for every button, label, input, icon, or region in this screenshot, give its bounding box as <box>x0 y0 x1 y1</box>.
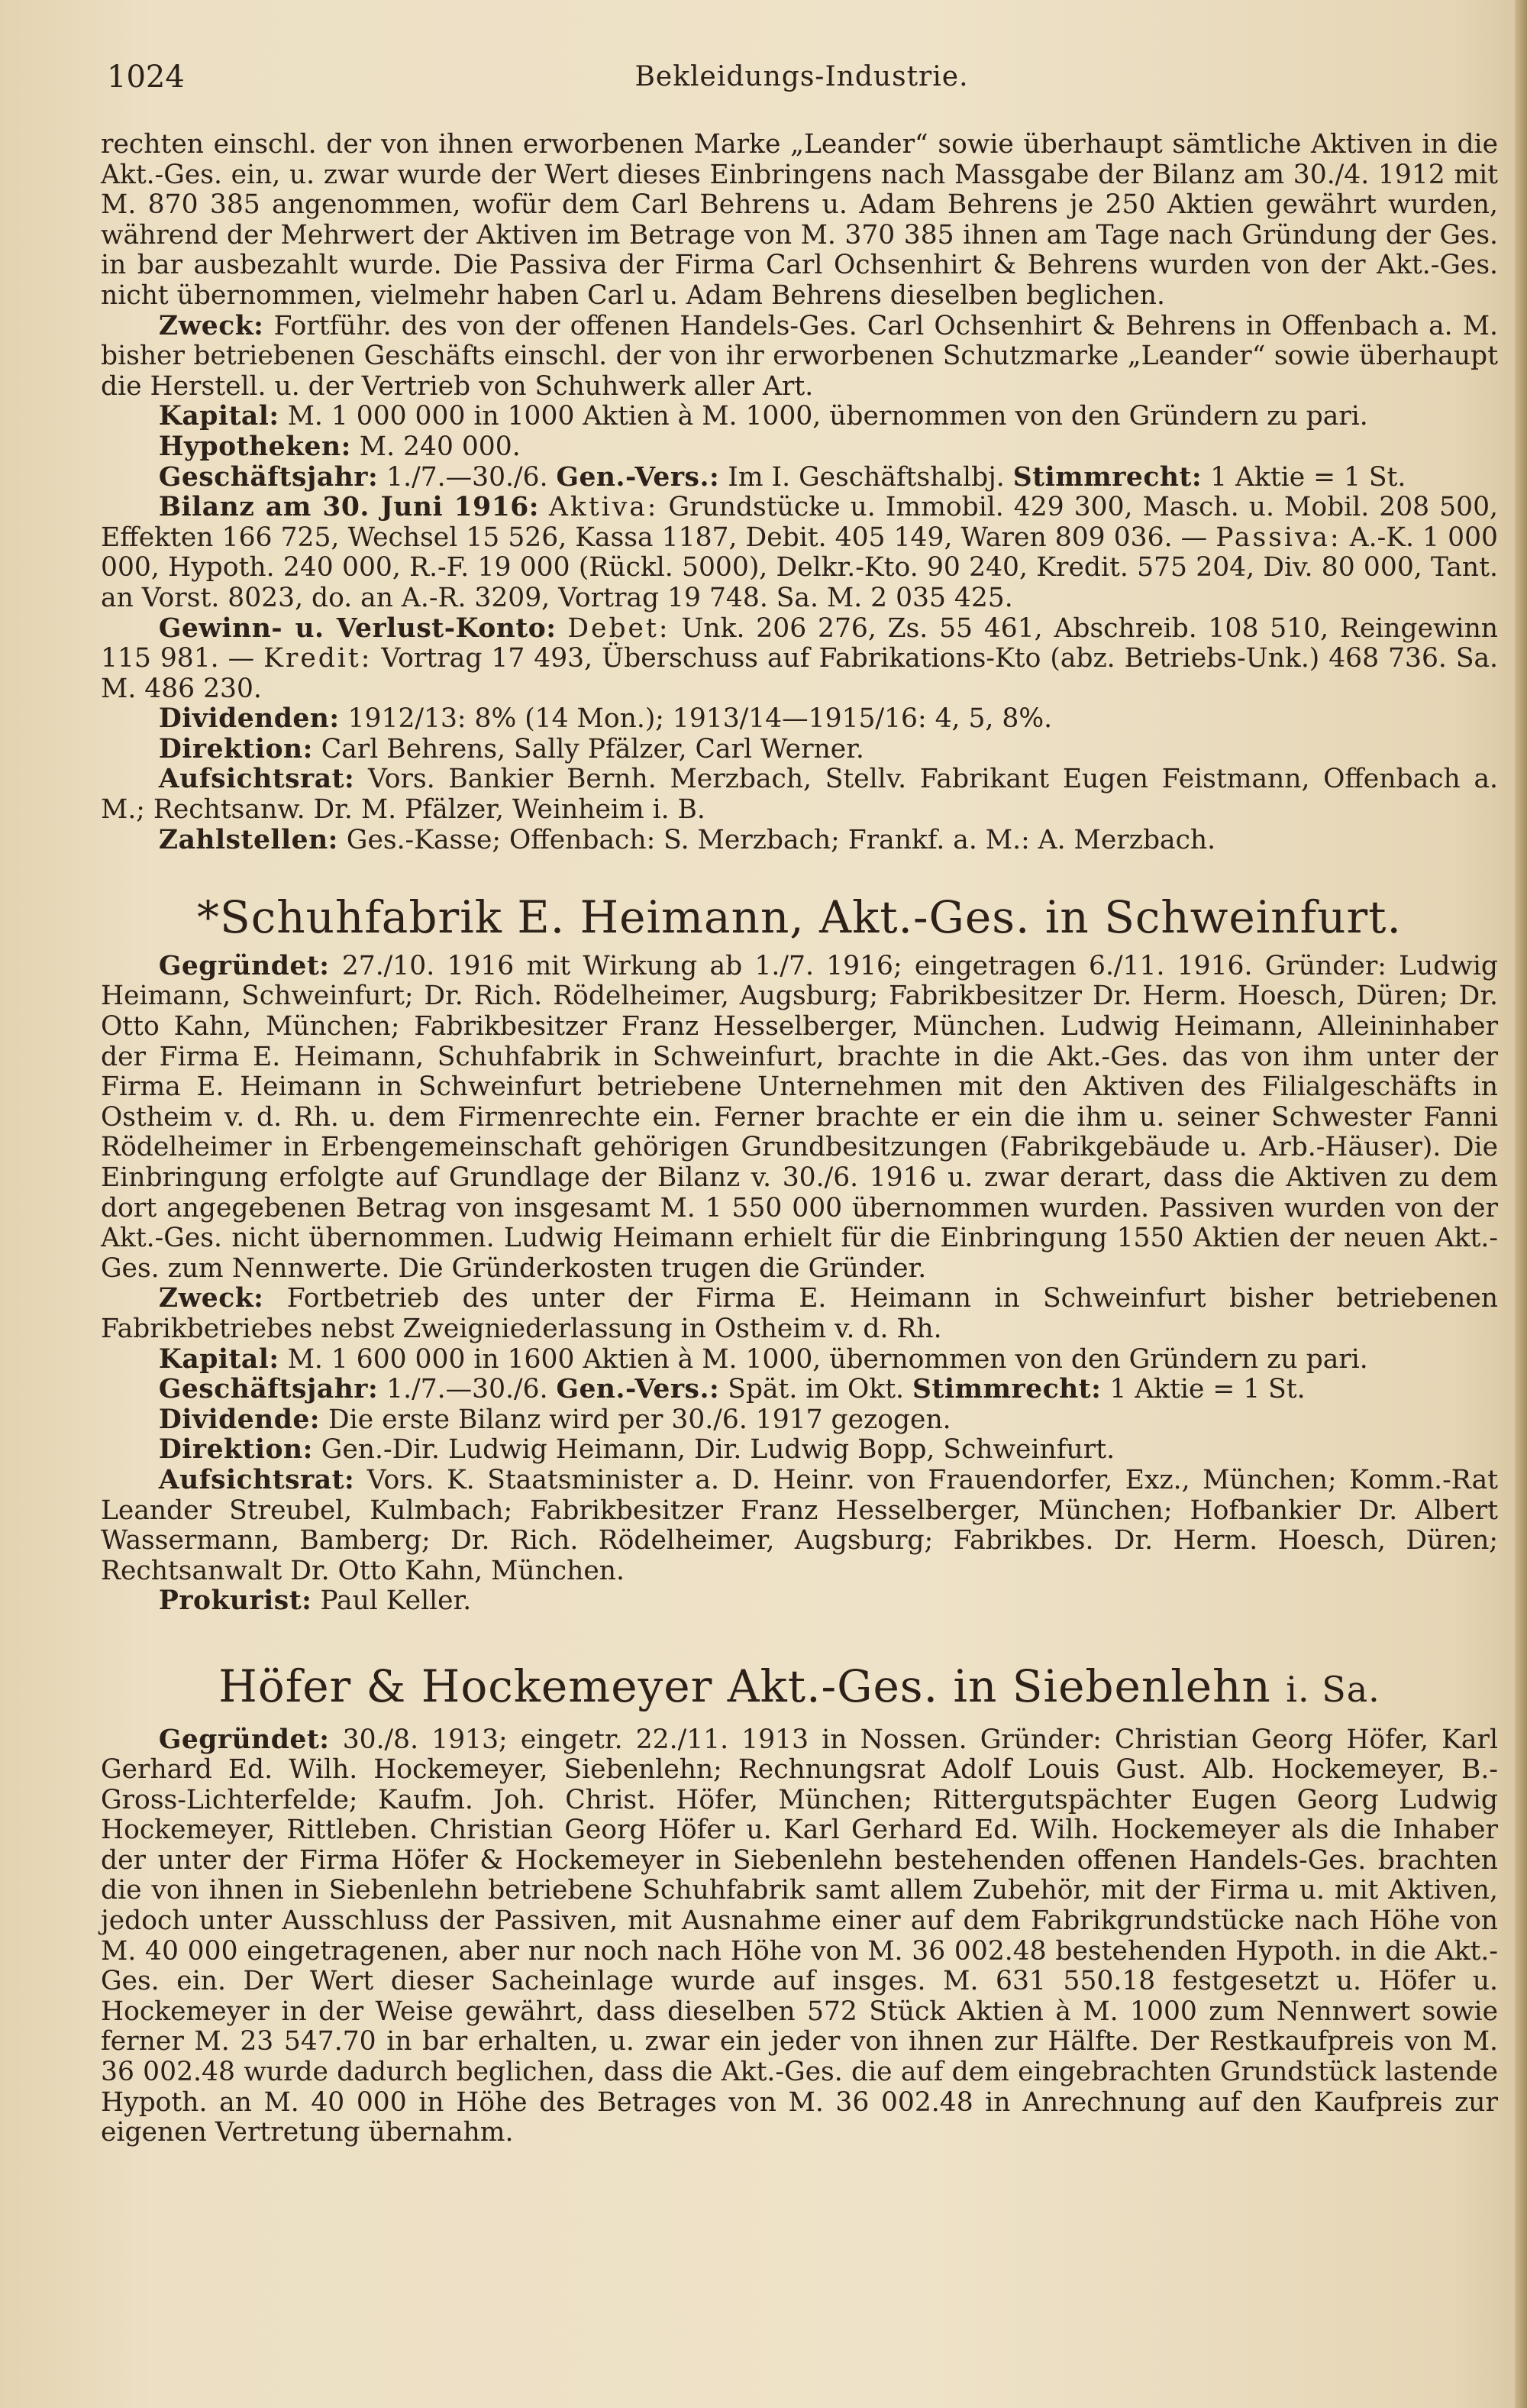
section-hoefer-hockemeyer <box>101 1660 1498 2148</box>
entry-label: Gen.-Vers.: <box>556 461 720 493</box>
entry-text: Fortführ. des von der offenen Handels-Ges. Carl Ochsenhirt & Behrens in Offenbach a. M. bisher betriebenen Geschäfts einschl. der von ihr erworbenen Schutzmarke „Leander“ sowie überhaupt die Herstell. u. der Vertrieb von Schuhwerk aller Art. <box>101 310 1499 402</box>
direktion-entry <box>101 735 1498 765</box>
prokurist-entry <box>101 1586 1498 1617</box>
page-content <box>101 130 1498 2148</box>
entry-text: 30./8. 1913; eingetr. 22./11. 1913 in Nossen. Gründer: Christian Georg Höfer, Karl Gerhard Ed. Wilh. Hockemeyer, Siebenlehn; Rechnungsrat Adolf Louis Gust. Alb. Hockemeyer, B.-Gross-Lichterfelde; Kaufm. Joh. Christ. Höfer, München; Rittergutspächter Eugen Georg Ludwig Hockemeyer, Rittleben. Christian Georg Höfer u. Karl Gerhard Ed. Wilh. Hockemeyer als die Inhaber der unter der Firma Höfer & Hockemeyer in Siebenlehn bestehenden offenen Handels-Ges. brachten die von ihnen in Siebenlehn betriebene Schuhfabrik samt allem Zubehör, mit der Firma u. mit Aktiven, jedoch unter Ausschluss der Passiven, mit Ausnahme einer auf dem Fabrikgrundstücke nach Höhe von M. 40 000 eingetragenen, aber nur noch nach Höhe von M. 36 002.48 bestehenden Hypoth. in die Akt.-Ges. ein. Der Wert dieser Sacheinlage wurde auf insges. M. 631 550.18 festgesetzt u. Höfer u. Hockemeyer in der Weise gewährt, dass dieselben 572 Stück Aktien à M. 1000 zum Nennwert sowie ferner M. 23 547.70 in bar erhalten, u. zwar ein jeder von ihnen zur Hälfte. Der Restkaufpreis von M. 36 002.48 wurde dadurch beglichen, dass die Akt.-Ges. die auf dem eingebrachten Grundstück lastende Hypoth. an M. 40 000 in Höhe des Betrages von M. 36 002.48 in Anrechnung auf den Kaufpreis zur eigenen Vertretung übernahm. <box>101 1724 1498 2148</box>
entry-label: Gegründet: <box>158 950 330 981</box>
entry-text: M. 1 600 000 in 1600 Aktien à M. 1000, übernommen von den Gründern zu pari. <box>287 1343 1368 1375</box>
entry-text: 27./10. 1916 mit Wirkung ab 1./7. 1916; eingetragen 6./11. 1916. Gründer: Ludwig Heimann, Schweinfurt; Dr. Rich. Rödelheimer, Augsburg; Fabrikbesitzer Dr. Herm. Hoesch, Düren; Dr. Otto Kahn, München; Fabrikbesitzer Franz Hesselberger, München. Ludwig Heimann, Alleininhaber der Firma E. Heimann, Schuhfabrik in Schweinfurt, brachte in die Akt.-Ges. das von ihm unter der Firma E. Heimann in Schweinfurt betriebene Unternehmen mit den Aktiven des Filialgeschäfts in Ostheim v. d. Rh. u. dem Firmenrechte ein. Ferner brachte er ein die ihm u. seiner Schwester Fanni Rödelheimer in Erbengemeinschaft gehörigen Grundbesitzungen (Fabrikgebäude u. Arb.-Häuser). Die Einbringung erfolgte auf Grundlage der Bilanz v. 30./6. 1916 u. zwar derart, dass die Aktiven zu dem dort angegebenen Betrag von insgesamt M. 1 550 000 übernommen wurden. Passiven wurden von der Akt.-Ges. nicht übernommen. Ludwig Heimann erhielt für die Einbringung 1550 Aktien der neuen Akt.-Ges. zum Nennwerte. Die Gründerkosten trugen die Gründer. <box>101 950 1498 1284</box>
entry-label: Zweck: <box>158 1283 264 1314</box>
entry-label: Gen.-Vers.: <box>556 1374 720 1405</box>
bilanz-aktiva: Grundstücke u. Immobil. 429 300, Masch. u. Mobil. 208 500, Effekten 166 725, Wechsel 15 526, Kassa 1187, Debit. 405 149, Waren 809 036. — <box>101 492 1498 553</box>
entry-label: Dividenden: <box>158 703 340 735</box>
entry-label: Bilanz am 30. Juni 1916: <box>158 492 539 523</box>
page-edge-shadow <box>1515 0 1527 2408</box>
entry-label: Zweck: <box>158 310 264 341</box>
entry-label: Gegründet: <box>158 1724 330 1755</box>
entry-text: 1./7.—30./6. <box>386 461 548 493</box>
aufsichtsrat-entry <box>101 1466 1498 1586</box>
entry-text: Vors. Bankier Bernh. Merzbach, Stellv. Fabrikant Eugen Feistmann, Offenbach a. M.; Rechtsanw. Dr. M. Pfälzer, Weinheim i. B. <box>101 764 1498 826</box>
kredit-label: Kredit: <box>263 643 373 674</box>
entry-label: Aufsichtsrat: <box>158 764 355 795</box>
entry-label: Aufsichtsrat: <box>158 1464 355 1495</box>
dividende-entry <box>101 1405 1498 1436</box>
entry-text: 1 Aktie = 1 St. <box>1109 1374 1306 1405</box>
entry-text: Carl Behrens, Sally Pfälzer, Carl Werner. <box>321 733 864 764</box>
entry-text: Paul Keller. <box>320 1585 472 1617</box>
entry-text: M. 1 000 000 in 1000 Aktien à M. 1000, übernommen von den Gründern zu pari. <box>287 401 1368 432</box>
entry-label: Geschäftsjahr: <box>158 1374 379 1405</box>
aktiva-label: Aktiva: <box>549 492 659 523</box>
entry-label: Geschäftsjahr: <box>158 461 379 493</box>
entry-label: Gewinn- u. Verlust-Konto: <box>158 613 557 644</box>
entry-label: Hypotheken: <box>158 431 351 462</box>
company-heading <box>101 1660 1498 1712</box>
running-title: Bekleidungs-Industrie. <box>634 61 969 92</box>
entry-text: Gen.-Dir. Ludwig Heimann, Dir. Ludwig Bopp, Schweinfurt. <box>321 1434 1115 1466</box>
kapital-entry <box>101 402 1498 432</box>
kapital-entry <box>101 1345 1498 1375</box>
heading-main: Höfer & Hockemeyer Akt.-Ges. in Siebenlehn <box>218 1660 1271 1712</box>
bilanz-entry <box>101 493 1498 613</box>
gegruendet-entry <box>101 952 1498 1285</box>
entry-text: 1912/13: 8% (14 Mon.); 1913/14—1915/16: 4, 5, 8%. <box>347 703 1053 735</box>
guv-entry <box>101 614 1498 705</box>
entry-label: Direktion: <box>158 733 313 764</box>
entry-text: Fortbetrieb des unter der Firma E. Heimann in Schweinfurt bisher betriebenen Fabrikbetriebes nebst Zweigniederlassung in Ostheim v. d. Rh. <box>101 1283 1498 1344</box>
zweck-entry <box>101 1284 1498 1344</box>
bilanz-passiva: A.-K. 1 000 000, Hypoth. 240 000, R.-F. 19 000 (Rückl. 5000), Delkr.-Kto. 90 240, Kredit. 575 204, Div. 80 000, Tant. an Vorst. 8023, do. an A.-R. 3209, Vortrag 19 748. Sa. M. 2 035 425. <box>101 522 1499 613</box>
entry-text: 1 Aktie = 1 St. <box>1210 461 1406 493</box>
founding-details-continued: rechten einschl. der von ihnen erworbenen Marke „Leander“ sowie überhaupt sämtliche Aktiven in die Akt.-Ges. ein, u. zwar wurde der Wert dieses Einbringens nach Massgabe der Bilanz am 30./4. 1912 mit M. 870 385 angenommen, wofür dem Carl Behrens u. Adam Behrens je 250 Aktien gewährt wurden, während der Mehrwert der Aktiven im Betrage von M. 370 385 ihnen am Tage nach Gründung der Ges. in bar ausbezahlt wurde. Die Passiva der Firma Carl Ochsenhirt & Behrens wurden von der Akt.-Ges. nicht übernommen, vielmehr haben Carl u. Adam Behrens dieselben beglichen. <box>101 129 1498 311</box>
passiva-label: Passiva: <box>1215 522 1341 553</box>
entry-text: M. 240 000. <box>359 431 521 462</box>
entry-label: Zahlstellen: <box>158 824 338 855</box>
section-behrens-continuation <box>101 130 1498 855</box>
dividenden-entry <box>101 704 1498 735</box>
entry-text: Im I. Geschäftshalbj. <box>728 461 1005 493</box>
heading-suffix: i. Sa. <box>1286 1668 1380 1710</box>
gegruendet-entry <box>101 1725 1498 2148</box>
company-heading: *Schuhfabrik E. Heimann, Akt.-Ges. in Schweinfurt. <box>197 891 1402 944</box>
geschaeftsjahr-entry <box>101 463 1498 493</box>
zahlstellen-entry <box>101 826 1498 856</box>
guv-kredit: Vortrag 17 493, Überschuss auf Fabrikations-Kto (abz. Betriebs-Unk.) 468 736. Sa. M. 486 230. <box>101 643 1499 704</box>
entry-label: Stimmrecht: <box>912 1374 1102 1405</box>
entry-text: Vors. K. Staatsminister a. D. Heinr. von Frauendorfer, Exz., München; Komm.-Rat Leander Streubel, Kulmbach; Fabrikbesitzer Franz Hesselberger, München; Hofbankier Dr. Albert Wassermann, Bamberg; Dr. Rich. Rödelheimer, Augsburg; Fabrikbes. Dr. Herm. Hoesch, Düren; Rechtsanwalt Dr. Otto Kahn, München. <box>101 1464 1499 1586</box>
entry-label: Direktion: <box>158 1434 313 1466</box>
entry-text: Die erste Bilanz wird per 30./6. 1917 gezogen. <box>328 1404 951 1435</box>
aufsichtsrat-entry <box>101 764 1498 825</box>
debet-label: Debet: <box>567 613 670 644</box>
geschaeftsjahr-entry <box>101 1375 1498 1405</box>
entry-text: Spät. im Okt. <box>728 1374 905 1405</box>
hypotheken-entry <box>101 432 1498 463</box>
page-header <box>107 60 1496 105</box>
direktion-entry <box>101 1435 1498 1466</box>
entry-label: Kapital: <box>158 1343 279 1375</box>
section-heimann <box>101 891 1499 1617</box>
entry-label: Stimmrecht: <box>1012 461 1203 493</box>
entry-text: Ges.-Kasse; Offenbach: S. Merzbach; Frankf. a. M.: A. Merzbach. <box>346 824 1216 855</box>
entry-label: Dividende: <box>158 1404 321 1435</box>
entry-label: Kapital: <box>158 401 279 432</box>
entry-label: Prokurist: <box>158 1585 312 1617</box>
page-number: 1024 <box>107 60 185 95</box>
zweck-entry <box>101 312 1498 402</box>
entry-text: 1./7.—30./6. <box>386 1374 548 1405</box>
guv-debet: Unk. 206 276, Zs. 55 461, Abschreib. 108 510, Reingewinn 115 981. — <box>101 613 1499 674</box>
